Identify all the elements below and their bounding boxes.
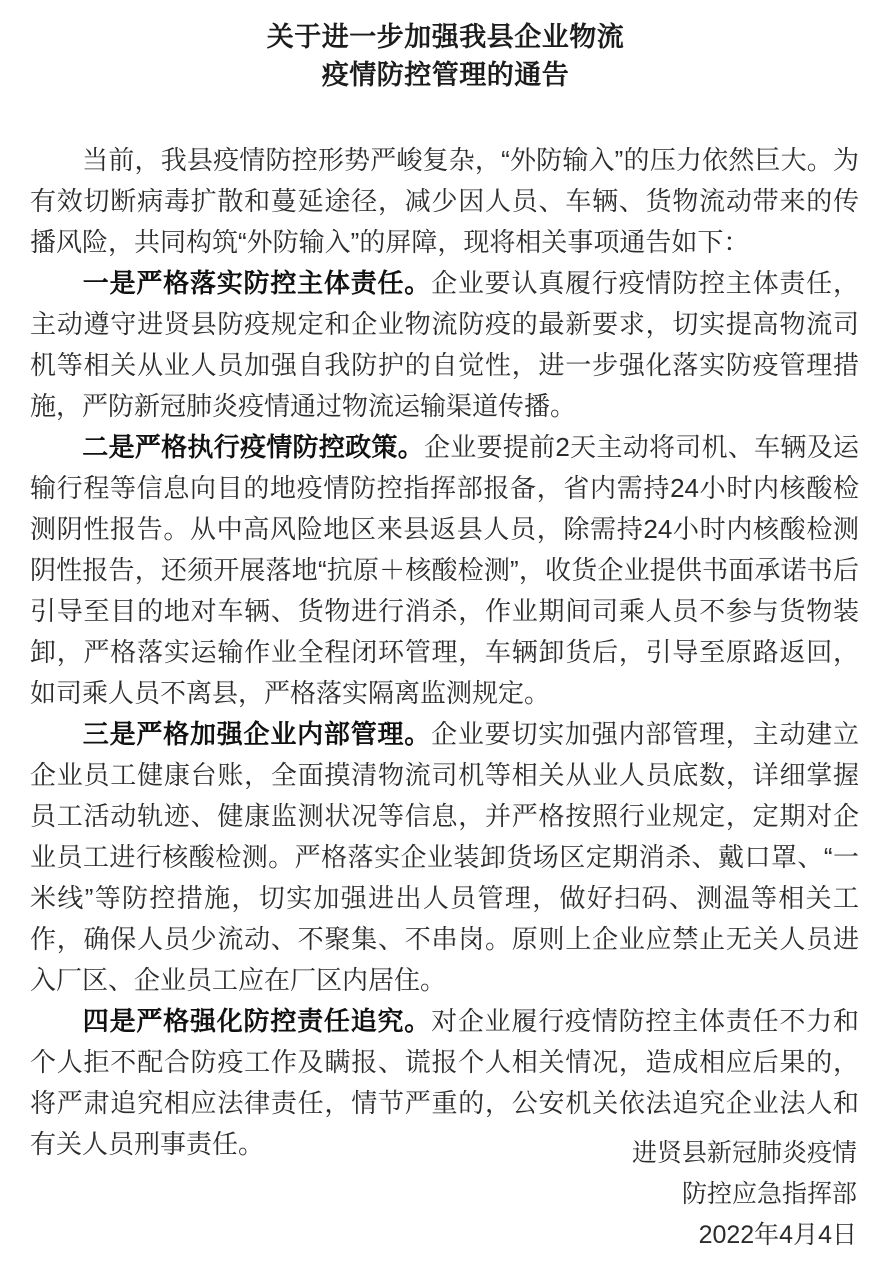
paragraph-lead: 一是严格落实防控主体责任。 (82, 268, 432, 298)
paragraph-lead: 二是严格执行疫情防控政策。 (82, 432, 424, 462)
signature-block (632, 1133, 857, 1256)
page-title-line-1: 关于进一步加强我县企业物流 (266, 22, 625, 52)
signature-issuer-line-2: 防控应急指挥部 (681, 1180, 857, 1208)
page-title-line-2: 疫情防控管理的通告 (321, 60, 570, 90)
signature-issuer-line-1: 进贤县新冠肺炎疫情 (631, 1139, 857, 1167)
paragraph-text: 对企业履行疫情防控主体责任不力和个人拒不配合防疫工作及瞒报、谎报个人相关情况，造成相应后果的，将严肃追究相应法律责任，情节严重的，公安机关依法追究企业法人和有关人员刑事责任。 (30, 1006, 859, 1159)
paragraph-text: 企业要切实加强内部管理，主动建立企业员工健康台账，全面摸清物流司机等相关从业人员底数，详细掌握员工活动轨迹、健康监测状况等信息，并严格按照行业规定，定期对企业员工进行核酸检测。严格落实企业装卸货场区定期消杀、戴口罩、“一米线”等防控措施，切实加强进出人员管理，做好扫码、测温等相关工作，确保人员少流动、不聚集、不串岗。原则上企业应禁止无关人员进入厂区、企业员工应在厂区内居住。 (30, 719, 859, 995)
paragraph-lead: 三是严格加强企业内部管理。 (82, 719, 432, 749)
signature-date: 2022年4月4日 (698, 1221, 857, 1249)
paragraph-text: 企业要认真履行疫情防控主体责任，主动遵守进贤县防疫规定和企业物流防疫的最新要求，切实提高物流司机等相关从业人员加强自我防护的自觉性，进一步强化落实防疫管理措施，严防新冠肺炎疫情通过物流运输渠道传播。 (30, 268, 859, 421)
paragraph-text: 企业要提前2天主动将司机、车辆及运输行程等信息向目的地疫情防控指挥部报备，省内需持24小时内核酸检测阴性报告。从中高风险地区来县返县人员，除需持24小时内核酸检测阴性报告，还须开展落地“抗原＋核酸检测”，收货企业提供书面承诺书后引导至目的地对车辆、货物进行消杀，作业期间司乘人员不参与货物装卸，严格落实运输作业全程闭环管理，车辆卸货后，引导至原路返回，如司乘人员不离县，严格落实隔离监测规定。 (30, 432, 859, 708)
paragraph-text: 当前，我县疫情防控形势严峻复杂，“外防输入”的压力依然巨大。为有效切断病毒扩散和蔓延途径，减少因人员、车辆、货物流动带来的传播风险，共同构筑“外防输入”的屏障，现将相关事项通告如下： (30, 145, 859, 257)
paragraph-intro (30, 140, 859, 263)
paragraph-item-1 (30, 263, 859, 427)
document-body (0, 140, 891, 1165)
page-title (0, 0, 891, 94)
paragraph-lead: 四是严格强化防控责任追究。 (82, 1006, 432, 1036)
paragraph-item-3 (30, 714, 859, 1001)
paragraph-item-2 (30, 427, 859, 714)
